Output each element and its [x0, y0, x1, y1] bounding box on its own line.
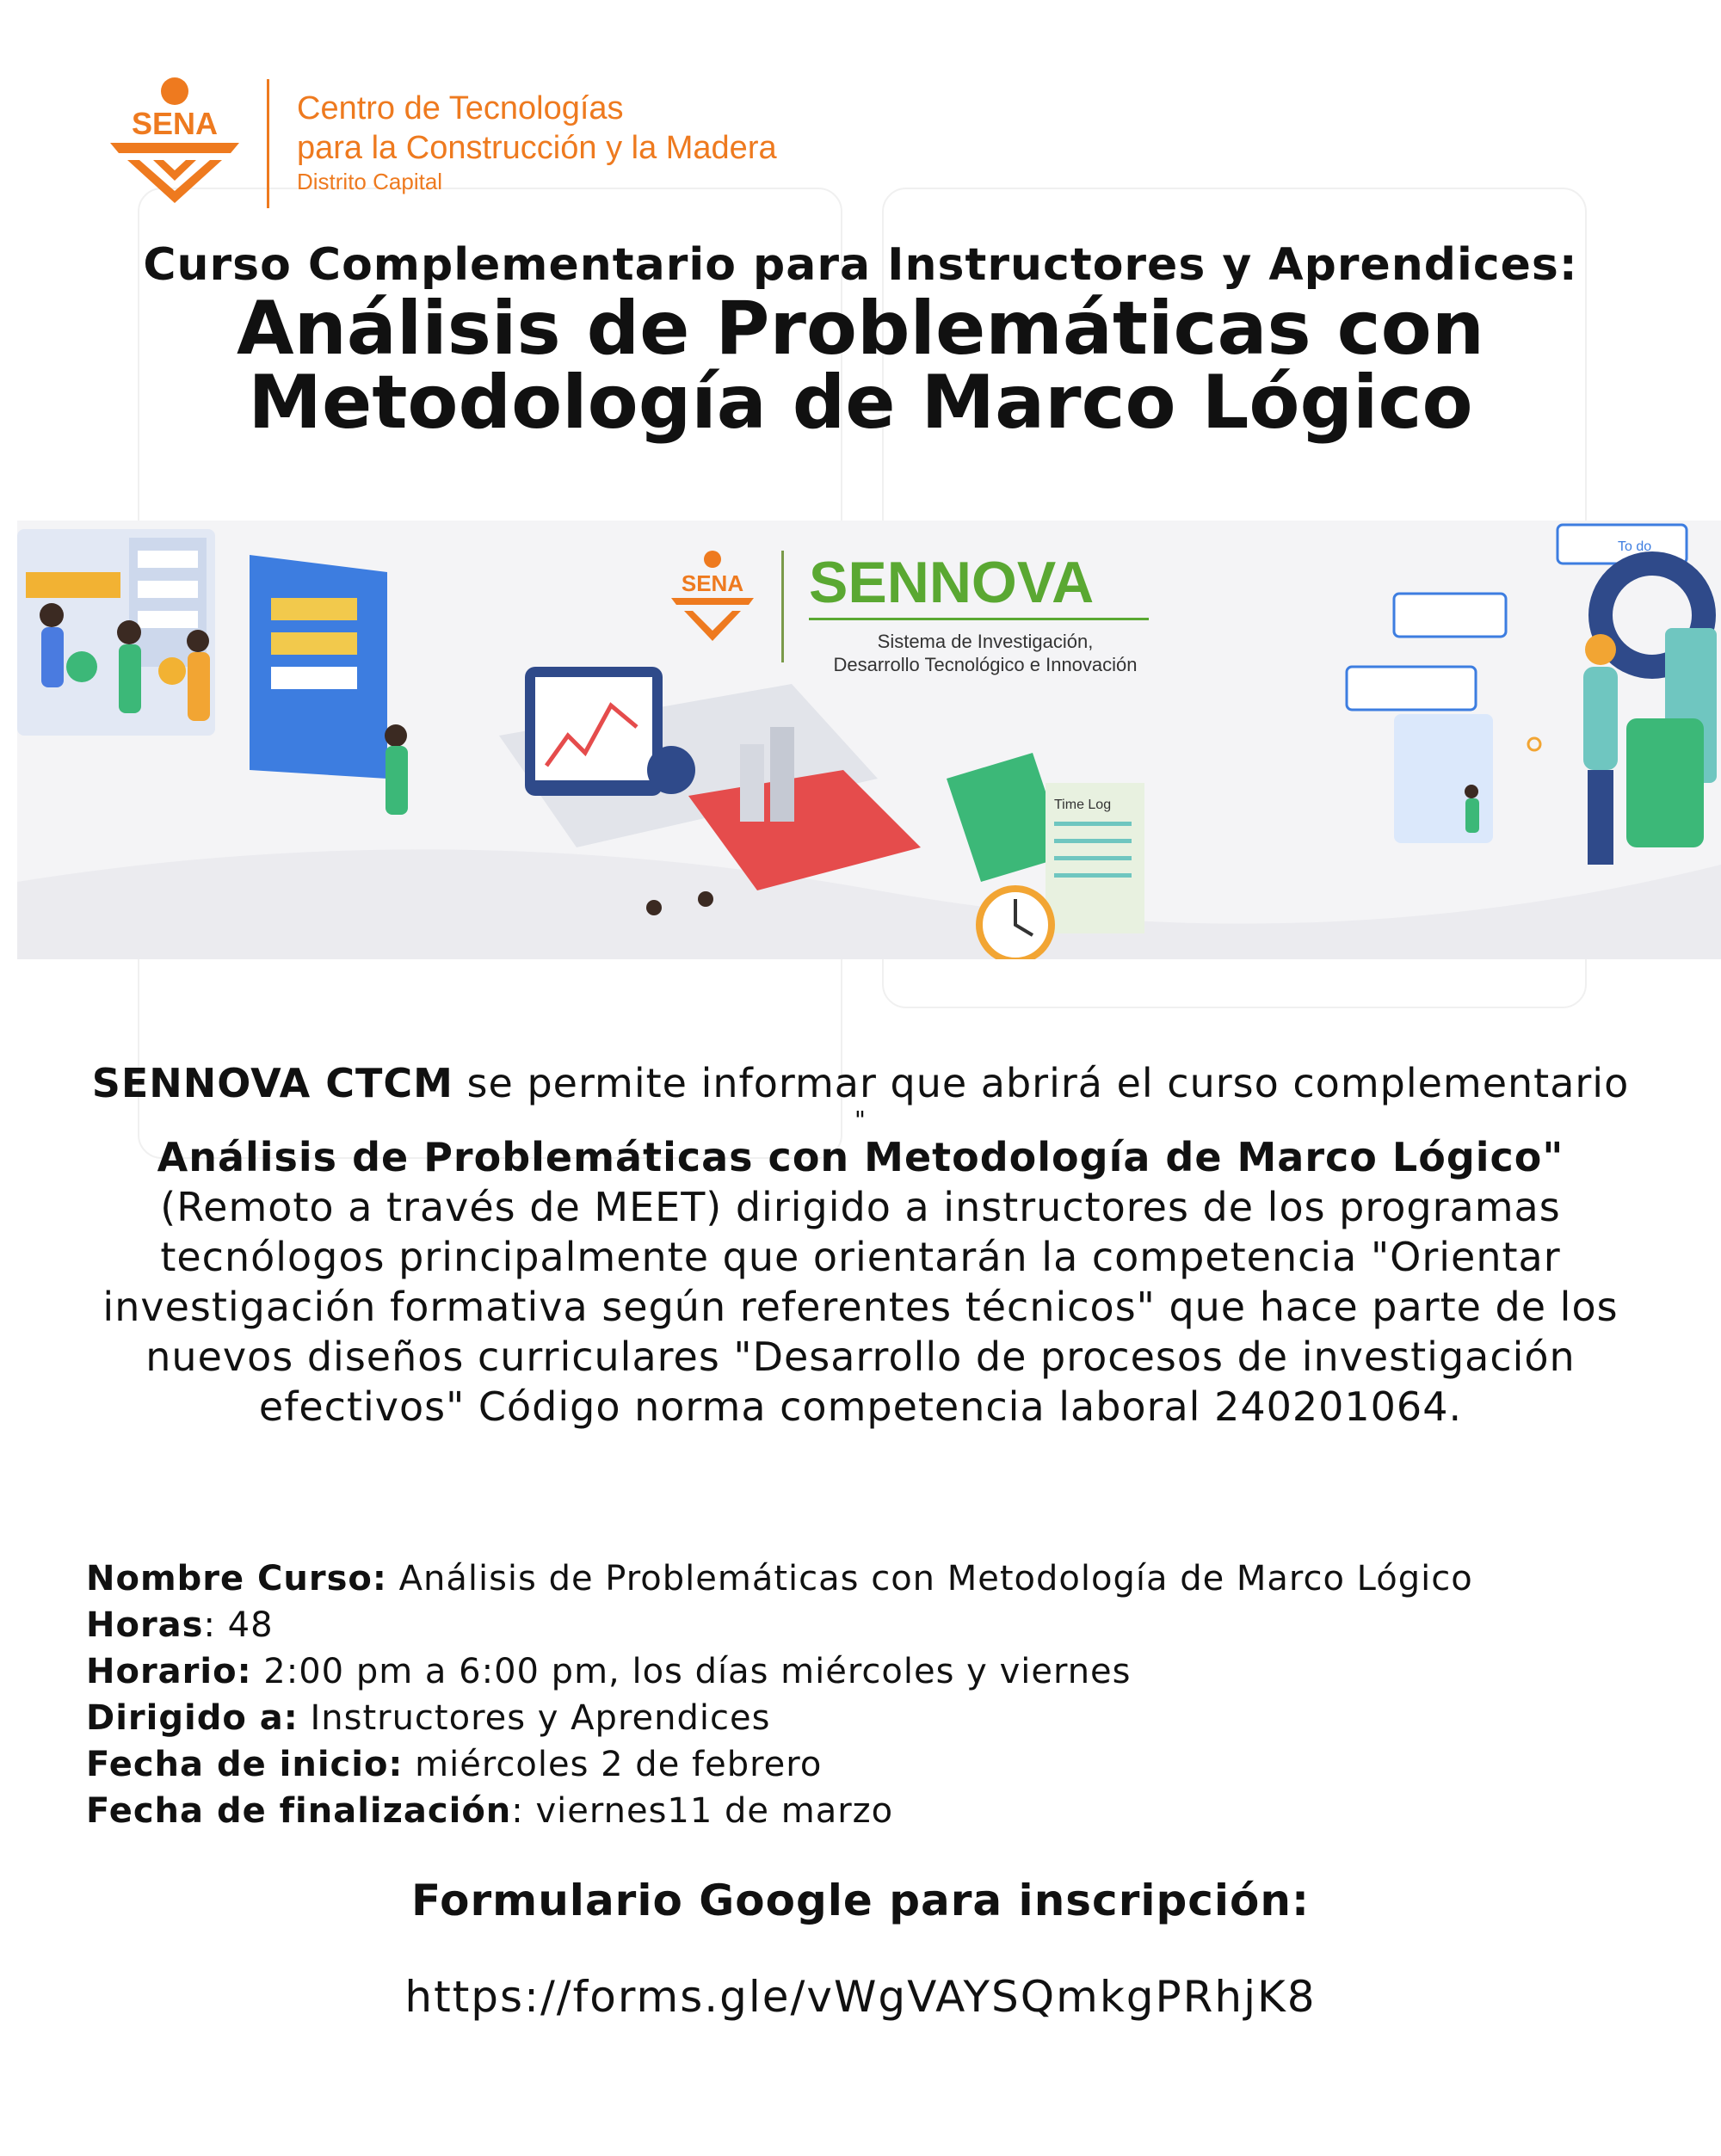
detail-audience-value: Instructores y Aprendices	[298, 1698, 771, 1738]
subtitle: Curso Complementario para Instructores y Aprendices:	[143, 239, 1578, 291]
registration-form-link[interactable]: https://forms.gle/vWgVAYSQmkgPRhjK8	[404, 1972, 1317, 2022]
registration-form-heading: Formulario Google para inscripción:	[410, 1876, 1311, 1925]
announcement-line2: tecnólogos principalmente que orientarán la competencia "Orientar	[160, 1234, 1561, 1280]
header-divider	[267, 79, 269, 208]
detail-end-date-value: : viernes11 de marzo	[511, 1791, 894, 1831]
detail-course-name	[86, 1555, 1635, 1602]
org-name-line2: para la Construcción y la Madera	[297, 130, 777, 166]
detail-start-date	[86, 1741, 1635, 1788]
announcement-line5: efectivos" Código norma competencia laboral 240201064.	[258, 1383, 1463, 1430]
detail-course-name-label: Nombre Curso:	[86, 1559, 387, 1599]
announcement-quote-mark: "	[854, 1106, 867, 1134]
title-line2: Metodología de Marco Lógico	[248, 360, 1473, 446]
kiosk-illustration	[17, 529, 215, 736]
announcement-lead	[86, 1058, 1635, 1108]
announcement-lead-rest: se permite informar que abrirá el curso complementario	[453, 1060, 1630, 1106]
detail-hours-value: : 48	[203, 1605, 274, 1645]
time-log-illustration	[947, 753, 1144, 959]
announcement-line3: investigación formativa según referentes técnicos" que hace parte de los	[102, 1284, 1619, 1330]
org-name-line3: Distrito Capital	[297, 169, 443, 194]
detail-schedule	[86, 1648, 1635, 1695]
todo-label: To do	[1618, 539, 1652, 554]
time-log-label: Time Log	[1054, 798, 1112, 812]
sennova-subtitle-line2: Desarrollo Tecnológico e Innovación	[833, 654, 1138, 675]
detail-start-date-label: Fecha de inicio:	[86, 1745, 404, 1784]
detail-schedule-label: Horario:	[86, 1652, 252, 1691]
detail-end-date-label: Fecha de finalización	[86, 1791, 512, 1831]
announcement-lead-bold: SENNOVA CTCM	[91, 1060, 453, 1106]
course-details	[86, 1555, 1635, 1834]
banner-illustration	[17, 521, 1721, 959]
announcement-paragraph	[86, 1058, 1635, 1432]
detail-schedule-value: 2:00 pm a 6:00 pm, los días miércoles y viernes	[251, 1652, 1132, 1691]
detail-hours-label: Horas	[86, 1605, 204, 1645]
announcement-line1: (Remoto a través de MEET) dirigido a instructores de los programas	[160, 1184, 1561, 1230]
announcement-line4: nuevos diseños curriculares "Desarrollo de procesos de investigación	[145, 1334, 1576, 1380]
detail-end-date	[86, 1788, 1635, 1834]
org-name-line1: Centro de Tecnologías	[297, 90, 624, 126]
sennova-text: SENNOVA	[809, 550, 1095, 615]
announcement-course-name: Análisis de Problemáticas con Metodología de Marco Lógico"	[157, 1134, 1564, 1180]
sena-logo	[102, 74, 248, 212]
sena-banner-logo-text: SENA	[681, 570, 744, 596]
detail-audience	[86, 1695, 1635, 1741]
detail-hours	[86, 1602, 1635, 1648]
detail-start-date-value: miércoles 2 de febrero	[403, 1745, 823, 1784]
detail-course-name-value: Análisis de Problemáticas con Metodología de Marco Lógico	[386, 1559, 1473, 1599]
sena-logo-text: SENA	[131, 106, 219, 141]
sennova-subtitle-line1: Sistema de Investigación,	[877, 631, 1094, 652]
sena-logo-head-icon	[161, 77, 188, 105]
detail-audience-label: Dirigido a:	[86, 1698, 299, 1738]
title-line1: Análisis de Problemáticas con	[237, 286, 1484, 372]
